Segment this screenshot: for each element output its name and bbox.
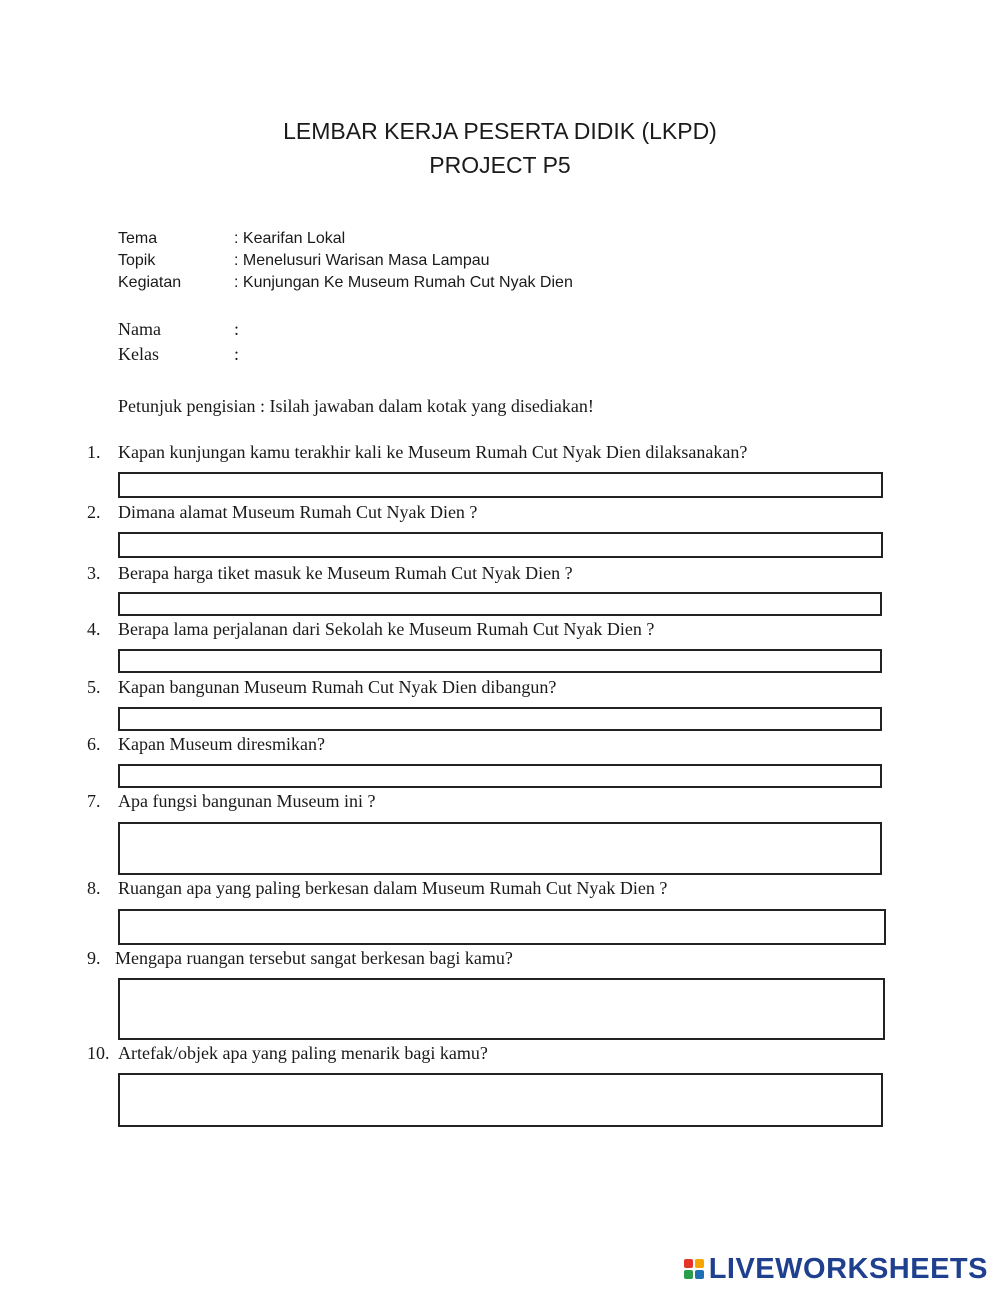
meta-label-tema: Tema <box>118 230 158 247</box>
question-number: 8. <box>87 878 101 898</box>
question-number: 9. <box>87 948 101 968</box>
instruction-text: Petunjuk pengisian : Isilah jawaban dalam kotak yang disediakan! <box>118 396 594 416</box>
question-number: 2. <box>87 502 101 522</box>
meta-value-tema: : Kearifan Lokal <box>234 230 346 247</box>
question-text: Dimana alamat Museum Rumah Cut Nyak Dien ? <box>118 502 478 522</box>
meta-value-topik: : Menelusuri Warisan Masa Lampau <box>234 252 490 269</box>
logo-square <box>695 1270 704 1279</box>
question-number: 7. <box>87 791 101 811</box>
answer-box-4[interactable] <box>118 649 882 673</box>
question-number: 6. <box>87 734 101 754</box>
answer-box-6[interactable] <box>118 764 882 788</box>
answer-box-3[interactable] <box>118 592 882 616</box>
answer-box-2[interactable] <box>118 532 883 558</box>
liveworksheets-logo <box>684 1254 988 1284</box>
meta-label-topik: Topik <box>118 252 156 269</box>
question-number: 4. <box>87 619 101 639</box>
name-colon: : <box>234 319 240 339</box>
liveworksheets-logo-icon <box>684 1259 704 1279</box>
question-text: Kapan Museum diresmikan? <box>118 734 325 754</box>
question-text: Mengapa ruangan tersebut sangat berkesan bagi kamu? <box>115 948 513 968</box>
class-label: Kelas <box>118 344 159 364</box>
answer-box-8[interactable] <box>118 909 886 945</box>
meta-label-kegiatan: Kegiatan <box>118 274 182 291</box>
answer-box-10[interactable] <box>118 1073 883 1127</box>
question-number: 5. <box>87 677 101 697</box>
logo-square <box>684 1259 693 1268</box>
question-text: Apa fungsi bangunan Museum ini ? <box>118 791 376 811</box>
question-number: 3. <box>87 563 101 583</box>
question-number: 10. <box>87 1043 110 1063</box>
answer-box-7[interactable] <box>118 822 882 875</box>
answer-box-5[interactable] <box>118 707 882 731</box>
meta-value-kegiatan: : Kunjungan Ke Museum Rumah Cut Nyak Dien <box>234 274 573 291</box>
question-text: Berapa lama perjalanan dari Sekolah ke Museum Rumah Cut Nyak Dien ? <box>118 619 655 639</box>
question-text: Kapan kunjungan kamu terakhir kali ke Museum Rumah Cut Nyak Dien dilaksanakan? <box>118 442 748 462</box>
name-label: Nama <box>118 319 161 339</box>
question-text: Berapa harga tiket masuk ke Museum Rumah Cut Nyak Dien ? <box>118 563 573 583</box>
question-number: 1. <box>87 442 101 462</box>
question-text: Artefak/objek apa yang paling menarik bagi kamu? <box>118 1043 488 1063</box>
logo-square <box>695 1259 704 1268</box>
page-title-line-1: LEMBAR KERJA PESERTA DIDIK (LKPD) <box>283 118 717 144</box>
answer-box-9[interactable] <box>118 978 885 1040</box>
question-text: Ruangan apa yang paling berkesan dalam Museum Rumah Cut Nyak Dien ? <box>118 878 668 898</box>
logo-text: LIVEWORKSHEETS <box>708 1252 988 1285</box>
class-colon: : <box>234 344 240 364</box>
page-title-line-2: PROJECT P5 <box>429 152 571 178</box>
logo-square <box>684 1270 693 1279</box>
question-text: Kapan bangunan Museum Rumah Cut Nyak Dien dibangun? <box>118 677 557 697</box>
answer-box-1[interactable] <box>118 472 883 498</box>
